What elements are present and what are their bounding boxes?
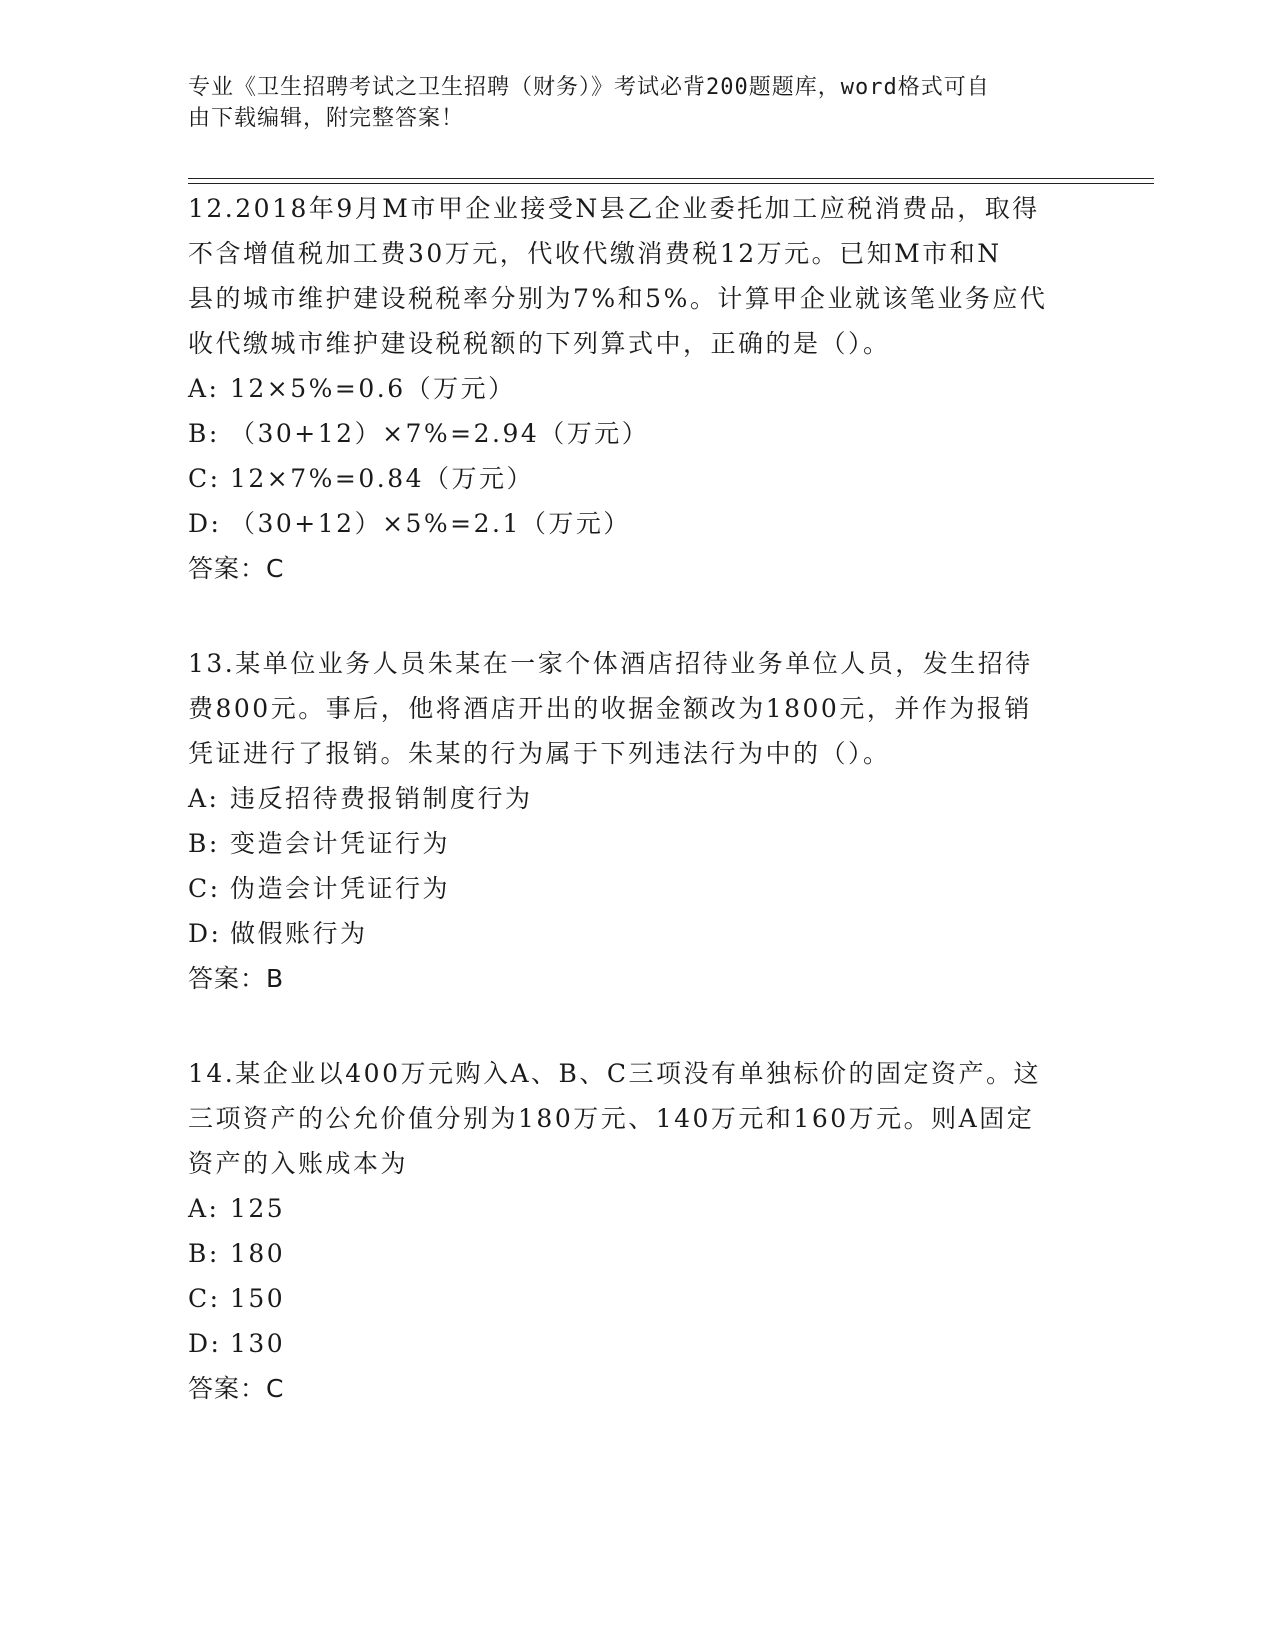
option-key: D: — [188, 1329, 222, 1358]
answer-line: 答案：C — [188, 554, 285, 583]
header-line-2: 由下载编辑，附完整答案！ — [188, 106, 465, 131]
option-text: 125 — [230, 1194, 286, 1223]
document-header — [188, 72, 1068, 134]
stem-line: 三项资产的公允价值分别为180万元、140万元和160万元。则A固定 — [188, 1104, 1035, 1133]
answer-line: 答案：C — [188, 1374, 285, 1403]
stem-line: 资产的入账成本为 — [188, 1149, 409, 1178]
stem-line: 县的城市维护建设税税率分别为7%和5%。计算甲企业就该笔业务应代 — [188, 284, 1048, 313]
option-text: 150 — [230, 1284, 286, 1313]
option-a — [188, 366, 1088, 411]
option-text: （30+12）×5%=2.1（万元） — [230, 509, 631, 538]
option-text: 130 — [230, 1329, 286, 1358]
stem-line: 13.某单位业务人员朱某在一家个体酒店招待业务单位人员，发生招待 — [188, 649, 1033, 678]
header-line-1: 专业《卫生招聘考试之卫生招聘（财务）》考试必背200题题库，word格式可自 — [188, 75, 990, 100]
stem-line: 凭证进行了报销。朱某的行为属于下列违法行为中的（）。 — [188, 739, 891, 768]
stem-line: 12.2018年9月M市甲企业接受N县乙企业委托加工应税消费品，取得 — [188, 194, 1040, 223]
option-key: C: — [188, 874, 221, 903]
header-divider-bottom — [188, 183, 1154, 184]
option-a — [188, 776, 1088, 821]
option-key: B: — [188, 829, 220, 858]
question-stem — [188, 641, 1088, 776]
option-text: 伪造会计凭证行为 — [230, 874, 451, 903]
option-key: C: — [188, 464, 221, 493]
answer-line: 答案：B — [188, 964, 285, 993]
stem-line: 费800元。事后，他将酒店开出的收据金额改为1800元，并作为报销 — [188, 694, 1032, 723]
option-text: 变造会计凭证行为 — [230, 829, 451, 858]
option-text: 违反招待费报销制度行为 — [230, 784, 533, 813]
option-key: B: — [188, 419, 220, 448]
question-14 — [188, 1051, 1088, 1411]
option-text: （30+12）×7%=2.94（万元） — [230, 419, 650, 448]
option-d — [188, 501, 1088, 546]
question-stem — [188, 186, 1088, 366]
option-text: 12×7%=0.84（万元） — [230, 464, 535, 493]
header-divider-top — [188, 178, 1154, 179]
option-d — [188, 1321, 1088, 1366]
stem-line: 收代缴城市维护建设税税额的下列算式中，正确的是（）。 — [188, 329, 891, 358]
option-key: D: — [188, 919, 222, 948]
question-stem — [188, 1051, 1088, 1186]
option-d — [188, 911, 1088, 956]
option-c — [188, 1276, 1088, 1321]
option-c — [188, 456, 1088, 501]
question-13 — [188, 641, 1088, 1001]
option-key: D: — [188, 509, 222, 538]
option-c — [188, 866, 1088, 911]
stem-line: 不含增值税加工费30万元，代收代缴消费税12万元。已知M市和N — [188, 239, 1002, 268]
option-b — [188, 821, 1088, 866]
option-key: A: — [188, 1194, 220, 1223]
option-key: B: — [188, 1239, 220, 1268]
option-a — [188, 1186, 1088, 1231]
option-b — [188, 411, 1088, 456]
question-12 — [188, 186, 1088, 591]
stem-line: 14.某企业以400万元购入A、B、C三项没有单独标价的固定资产。这 — [188, 1059, 1042, 1088]
option-key: C: — [188, 1284, 221, 1313]
option-text: 12×5%=0.6（万元） — [230, 374, 516, 403]
option-text: 做假账行为 — [230, 919, 368, 948]
option-key: A: — [188, 784, 220, 813]
option-text: 180 — [230, 1239, 286, 1268]
option-b — [188, 1231, 1088, 1276]
option-key: A: — [188, 374, 220, 403]
